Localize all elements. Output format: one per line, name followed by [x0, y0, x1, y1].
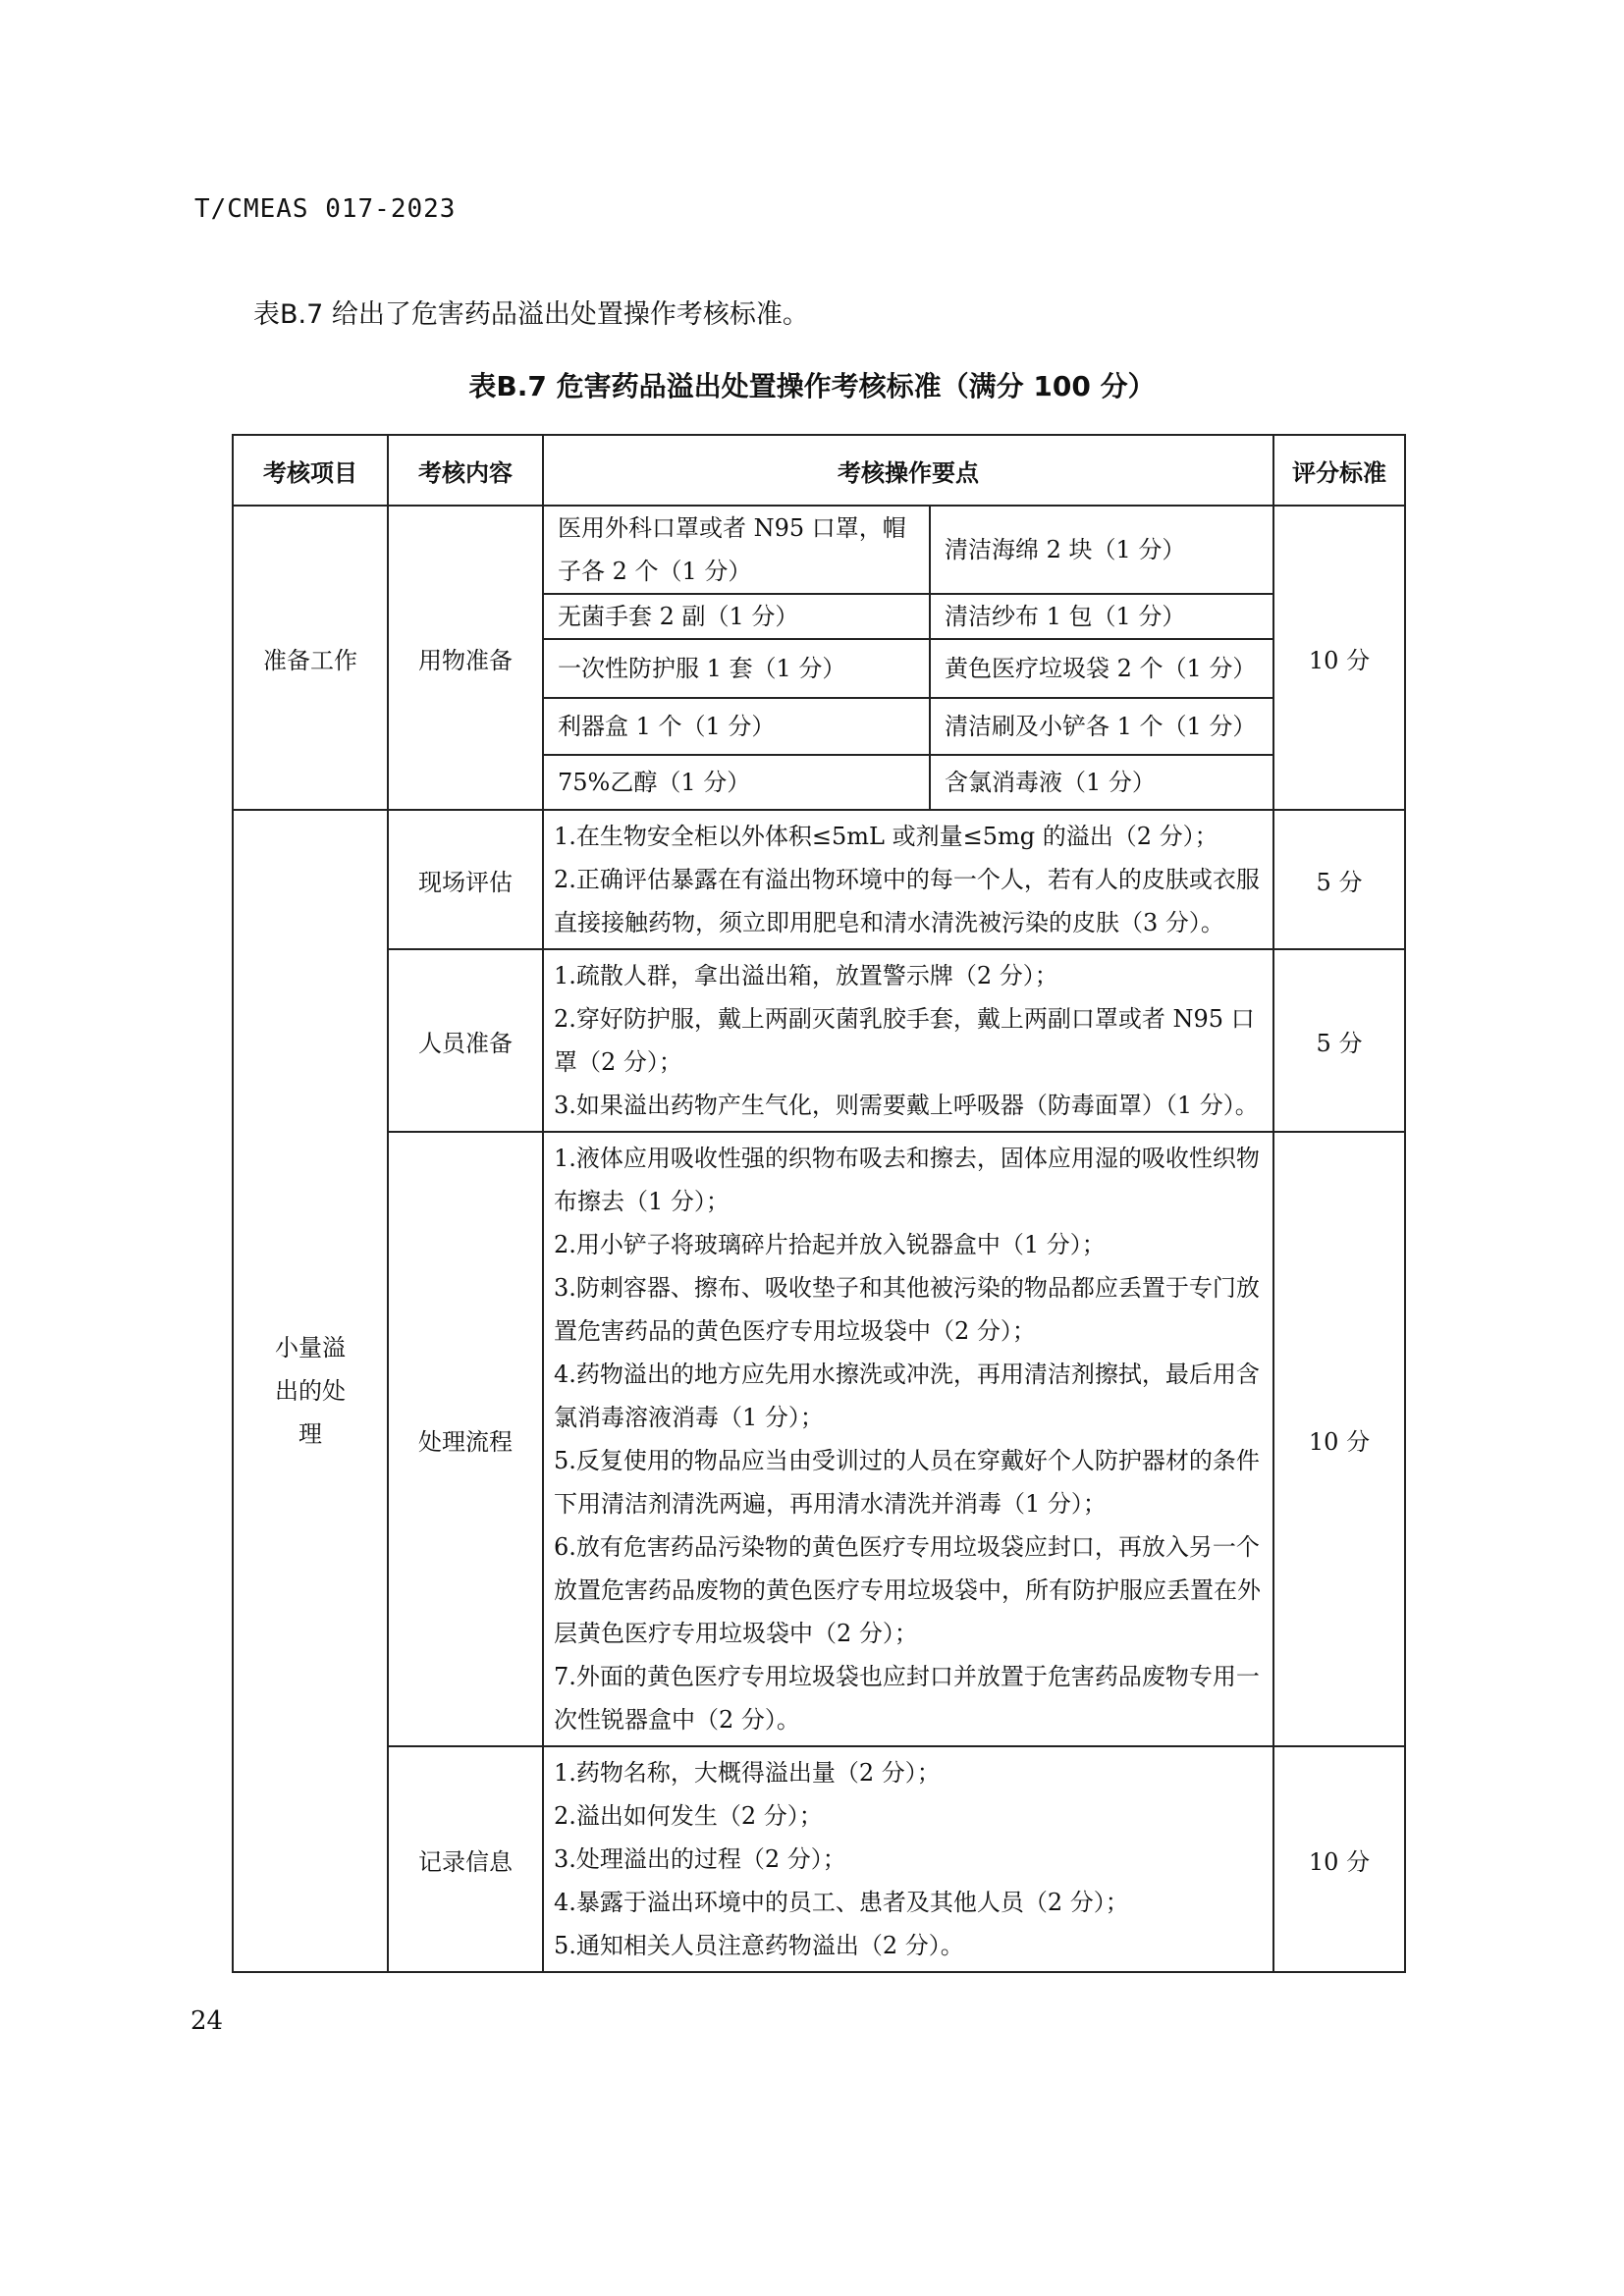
supply-item: 清洁纱布 1 包（1 分）: [930, 594, 1273, 639]
page-number: 24: [190, 2006, 224, 2036]
score-cell: 10 分: [1273, 1132, 1405, 1746]
score-cell: 10 分: [1273, 1746, 1405, 1972]
table-title: 表B.7 危害药品溢出处置操作考核标准（满分 100 分）: [468, 370, 1156, 402]
header-project: 考核项目: [233, 435, 388, 506]
supply-item: 无菌手套 2 副（1 分）: [543, 594, 930, 639]
point-text: 3.防刺容器、擦布、吸收垫子和其他被污染的物品都应丢置于专门放置危害药品的黄色医疗专用垃圾袋中（2 分）；: [554, 1274, 1260, 1345]
supply-item: 黄色医疗垃圾袋 2 个（1 分）: [930, 639, 1273, 698]
point-text: 7.外面的黄色医疗专用垃圾袋也应封口并放置于危害药品废物专用一次性锐器盒中（2 分）。: [554, 1663, 1260, 1734]
point-text: 1.在生物安全柜以外体积≤5mL 或剂量≤5mg 的溢出（2 分）；: [554, 823, 1218, 850]
point-text: 4.暴露于溢出环境中的员工、患者及其他人员（2 分）；: [554, 1889, 1129, 1916]
table-row: [233, 810, 1405, 949]
table-row: [233, 506, 1405, 594]
point-text: 5.通知相关人员注意药物溢出（2 分）。: [554, 1932, 964, 1959]
table-row: [233, 1132, 1405, 1746]
supply-item: 医用外科口罩或者 N95 口罩，帽子各 2 个（1 分）: [543, 506, 930, 594]
point-text: 2.溢出如何发生（2 分）；: [554, 1802, 823, 1830]
table-row: [233, 949, 1405, 1132]
point-text: 1.疏散人群，拿出溢出箱，放置警示牌（2 分）；: [554, 962, 1058, 989]
supply-item: 清洁刷及小铲各 1 个（1 分）: [930, 698, 1273, 755]
point-text: 3.如果溢出药物产生气化，则需要戴上呼吸器（防毒面罩）（1 分）。: [554, 1092, 1259, 1119]
content-cell: 处理流程: [388, 1132, 543, 1746]
project-cell: 准备工作: [233, 506, 388, 810]
point-text: 1.液体应用吸收性强的织物布吸去和擦去，固体应用湿的吸收性织物布擦去（1 分）；: [554, 1145, 1260, 1215]
point-text: 1.药物名称，大概得溢出量（2 分）；: [554, 1759, 941, 1787]
assessment-table: [232, 434, 1406, 1973]
key-points-cell: [543, 810, 1273, 949]
content-cell: 人员准备: [388, 949, 543, 1132]
intro-paragraph: 表B.7 给出了危害药品溢出处置操作考核标准。: [253, 299, 809, 330]
supply-item: 含氯消毒液（1 分）: [930, 755, 1273, 810]
key-points-cell: [543, 1132, 1273, 1746]
point-text: 2.用小铲子将玻璃碎片拾起并放入锐器盒中（1 分）；: [554, 1231, 1106, 1258]
score-cell: 10 分: [1273, 506, 1405, 810]
content-cell: 现场评估: [388, 810, 543, 949]
supply-item: 75%乙醇（1 分）: [543, 755, 930, 810]
point-text: 4.药物溢出的地方应先用水擦洗或冲洗，再用清洁剂擦拭，最后用含氯消毒溶液消毒（1 分）；: [554, 1361, 1260, 1431]
content-cell: 用物准备: [388, 506, 543, 810]
point-text: 3.处理溢出的过程（2 分）；: [554, 1845, 846, 1873]
header-key-points: 考核操作要点: [543, 435, 1273, 506]
header-score: 评分标准: [1273, 435, 1405, 506]
point-text: 2.穿好防护服，戴上两副灭菌乳胶手套，戴上两副口罩或者 N95 口罩（2 分）；: [554, 1005, 1255, 1076]
supply-item: 利器盒 1 个（1 分）: [543, 698, 930, 755]
table-row: [233, 1746, 1405, 1972]
key-points-cell: [543, 949, 1273, 1132]
header-content: 考核内容: [388, 435, 543, 506]
point-text: 5.反复使用的物品应当由受训过的人员在穿戴好个人防护器材的条件下用清洁剂清洗两遍，再用清水清洗并消毒（1 分）；: [554, 1447, 1260, 1518]
point-text: 6.放有危害药品污染物的黄色医疗专用垃圾袋应封口，再放入另一个放置危害药品废物的黄色医疗专用垃圾袋中，所有防护服应丢置在外层黄色医疗专用垃圾袋中（2 分）；: [554, 1533, 1261, 1647]
project-cell: 小量溢出的处理: [233, 810, 388, 1972]
score-cell: 5 分: [1273, 810, 1405, 949]
supply-item: 清洁海绵 2 块（1 分）: [930, 506, 1273, 594]
document-id: T/CMEAS 017-2023: [194, 194, 457, 224]
table-header-row: [233, 435, 1405, 506]
key-points-cell: [543, 1746, 1273, 1972]
content-cell: 记录信息: [388, 1746, 543, 1972]
supply-item: 一次性防护服 1 套（1 分）: [543, 639, 930, 698]
point-text: 2.正确评估暴露在有溢出物环境中的每一个人，若有人的皮肤或衣服直接接触药物，须立即用肥皂和清水清洗被污染的皮肤（3 分）。: [554, 866, 1260, 936]
score-cell: 5 分: [1273, 949, 1405, 1132]
